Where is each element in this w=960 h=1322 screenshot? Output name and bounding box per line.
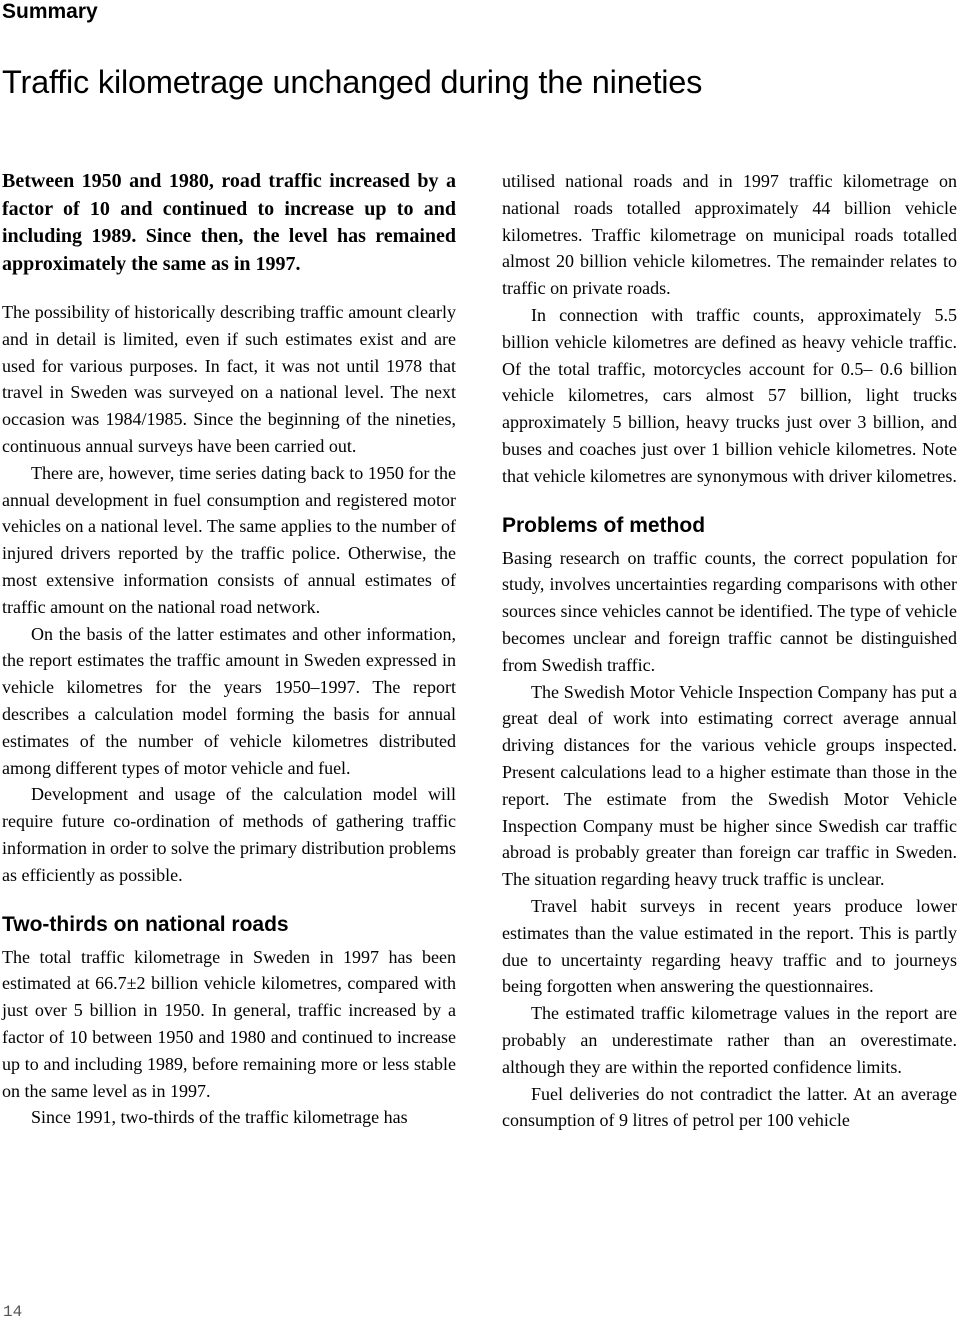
lead-paragraph: Between 1950 and 1980, road traffic increased by a factor of 10 and continued to increase up to and including 1989. Since then, the level has remained approximately the same as in 1997. (2, 170, 456, 275)
section-heading: Two-thirds on national roads (2, 912, 289, 936)
body-paragraph: Since 1991, two-thirds of the traffic kilometrage has (31, 1107, 408, 1128)
page-title: Traffic kilometrage unchanged during the nineties (2, 64, 703, 100)
body-paragraph: The total traffic kilometrage in Sweden in 1997 has been estimated at 66.7±2 billion vehicle kilometres, compared with just over 5 billion in 1950. In general, traffic increased by a factor of 10 between 1950 and 1980 and continued to increase up to and including 1989, before remaining more or less stable on the same level as in 1997. (2, 946, 456, 1101)
body-paragraph: utilised national roads and in 1997 traffic kilometrage on national roads totalled approximately 44 billion vehicle kilometres. Traffic kilometrage on municipal roads totalled almost 20 billion vehicle kilometres. The remainder relates to traffic on private roads. (502, 171, 957, 299)
section-label: Summary (2, 0, 98, 23)
body-paragraph: On the basis of the latter estimates and other information, the report estimates the traffic amount in Sweden expressed in vehicle kilometres for the years 1950–1997. The report describes a calculation model forming the basis for annual estimates of the number of vehicle kilometres distributed among different types of motor vehicle and fuel. (2, 623, 456, 778)
left-column (2, 168, 456, 1131)
body-paragraph: There are, however, time series dating back to 1950 for the annual development in fuel consumption and registered motor vehicles on a national level. The same applies to the number of injured drivers reported by the traffic police. Otherwise, the most extensive information consists of annual estimates of traffic amount on the national road network. (2, 462, 456, 617)
section-heading: Problems of method (502, 513, 706, 537)
body-paragraph: Basing research on traffic counts, the correct population for study, involves uncertainties regarding comparisons with other sources since vehicles cannot be identified. The type of vehicle becomes unclear and foreign traffic cannot be distinguished from Swedish traffic. (502, 547, 957, 675)
body-paragraph: The Swedish Motor Vehicle Inspection Company has put a great deal of work into estimating correct average annual driving distances for the various vehicle groups inspected. Present calculations lead to a higher estimate than those in the report. The estimate from the Swedish Motor Vehicle Inspection Company must be higher since Swedish car traffic abroad is probably greater than foreign car traffic in Sweden. The situation regarding heavy truck traffic is unclear. (502, 681, 957, 890)
body-paragraph: The estimated traffic kilometrage values in the report are probably an underestimate rather than an overestimate. although they are within the reported confidence limits. (502, 1003, 957, 1077)
body-paragraph: The possibility of historically describing traffic amount clearly and in detail is limited, even if such estimates exist and are used for various purposes. In fact, it was not until 1978 that travel in Sweden was surveyed on a national level. The next occasion was 1984/1985. Since the beginning of the nineties, continuous annual surveys have been carried out. (2, 302, 456, 456)
body-paragraph: Travel habit surveys in recent years produce lower estimates than the value estimated in the report. This is partly due to uncertainty regarding heavy traffic and to journeys being forgotten when answering the questionnaires. (502, 895, 957, 997)
right-column (502, 168, 957, 1134)
body-paragraph: In connection with traffic counts, approximately 5.5 billion vehicle kilometres are defined as heavy vehicle traffic. Of the total traffic, motorcycles account for 0.5– 0.6 billion vehicle kilometres, cars almost 57 billion, light trucks approximately 5 billion, heavy trucks just over 3 billion, and buses and coaches just over 1 billion vehicle kilometres. Note that vehicle kilometres are synonymous with driver kilometres. (502, 304, 957, 486)
page-number: 14 (3, 1303, 23, 1321)
body-paragraph: Development and usage of the calculation model will require future co-ordination of methods of gathering traffic information in order to solve the primary distribution problems as efficiently as possible. (2, 784, 456, 885)
body-paragraph: Fuel deliveries do not contradict the latter. At an average consumption of 9 litres of petrol per 100 vehicle (502, 1083, 957, 1131)
